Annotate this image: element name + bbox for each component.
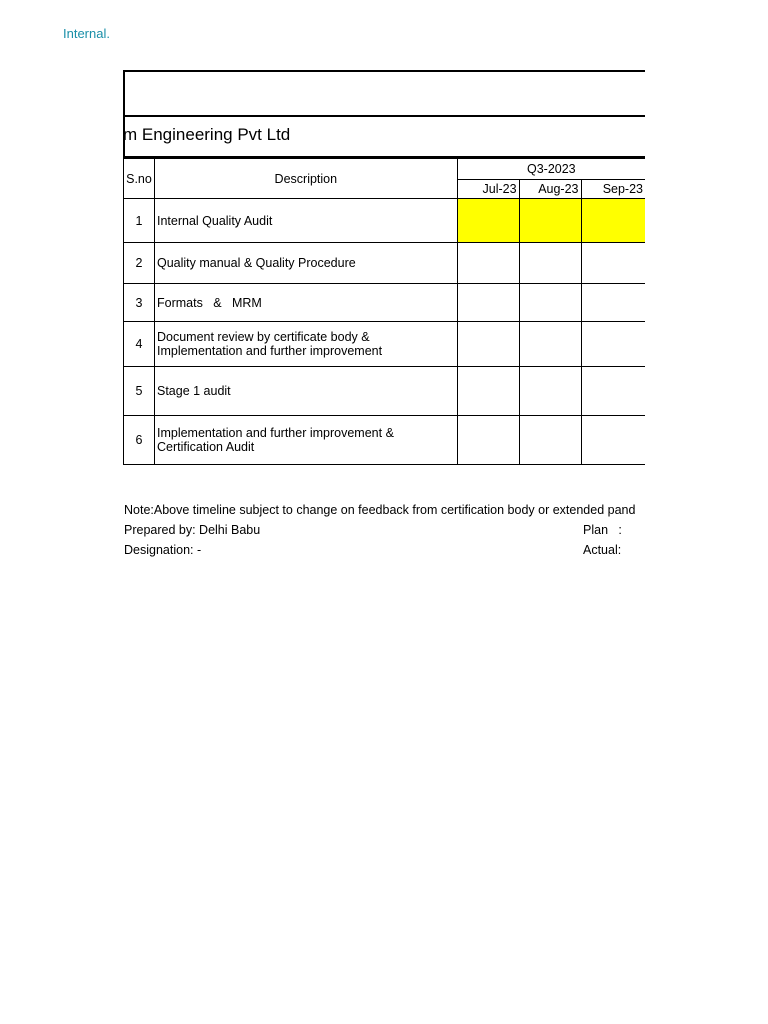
row-description: Quality manual & Quality Procedure [154, 243, 457, 284]
month-cell [519, 322, 581, 367]
designation: Designation: - [124, 543, 202, 557]
row-description-line: Implementation and further improvement & [156, 426, 394, 440]
row-description-line: Implementation and further improvement [156, 344, 383, 358]
table-row [124, 199, 646, 243]
month-cell [581, 367, 645, 416]
quarter-header: Q3-2023 [457, 159, 645, 180]
table-row [124, 322, 646, 367]
month-cell [457, 243, 519, 284]
month-cell-highlighted [457, 199, 519, 243]
sno-header: S.no [124, 159, 155, 199]
row-description-line: Certification Audit [156, 440, 255, 454]
month-cell-highlighted [519, 199, 581, 243]
prepared-by: Prepared by: Delhi Babu [124, 523, 261, 537]
row-description-line: Document review by certificate body & [156, 330, 370, 344]
table-row [124, 416, 646, 465]
classification-label: Internal. [63, 26, 110, 41]
header-row-1 [124, 159, 646, 180]
month-cell [519, 367, 581, 416]
month-cell [519, 243, 581, 284]
month-cell [457, 416, 519, 465]
month-cell [581, 243, 645, 284]
month-header: Jul-23 [457, 180, 519, 199]
timeline-table [123, 158, 645, 465]
notes-section [124, 503, 645, 563]
row-description [154, 416, 457, 465]
month-cell [457, 284, 519, 322]
row-description: Stage 1 audit [154, 367, 457, 416]
month-cell [457, 367, 519, 416]
month-cell [581, 284, 645, 322]
table-row [124, 243, 646, 284]
row-sno: 2 [124, 243, 155, 284]
plan-sheet [123, 70, 645, 465]
row-description: Formats & MRM [154, 284, 457, 322]
timeline-note: Note:Above timeline subject to change on feedback from certification body or extended pand [124, 503, 636, 517]
month-cell [457, 322, 519, 367]
table-row [124, 367, 646, 416]
row-sno: 4 [124, 322, 155, 367]
actual-label: Actual: [583, 543, 622, 557]
row-description: Internal Quality Audit [154, 199, 457, 243]
row-description [154, 322, 457, 367]
month-header: Sep-23 [581, 180, 645, 199]
title-divider [125, 115, 645, 117]
month-cell [519, 416, 581, 465]
month-cell-highlighted [581, 199, 645, 243]
row-sno: 3 [124, 284, 155, 322]
month-cell [581, 322, 645, 367]
month-header: Aug-23 [519, 180, 581, 199]
row-sno: 6 [124, 416, 155, 465]
company-name: m Engineering Pvt Ltd [123, 125, 291, 144]
description-header: Description [154, 159, 457, 199]
plan-label: Plan : [583, 523, 622, 537]
table-row [124, 284, 646, 322]
month-cell [519, 284, 581, 322]
month-cell [581, 416, 645, 465]
row-sno: 5 [124, 367, 155, 416]
row-sno: 1 [124, 199, 155, 243]
